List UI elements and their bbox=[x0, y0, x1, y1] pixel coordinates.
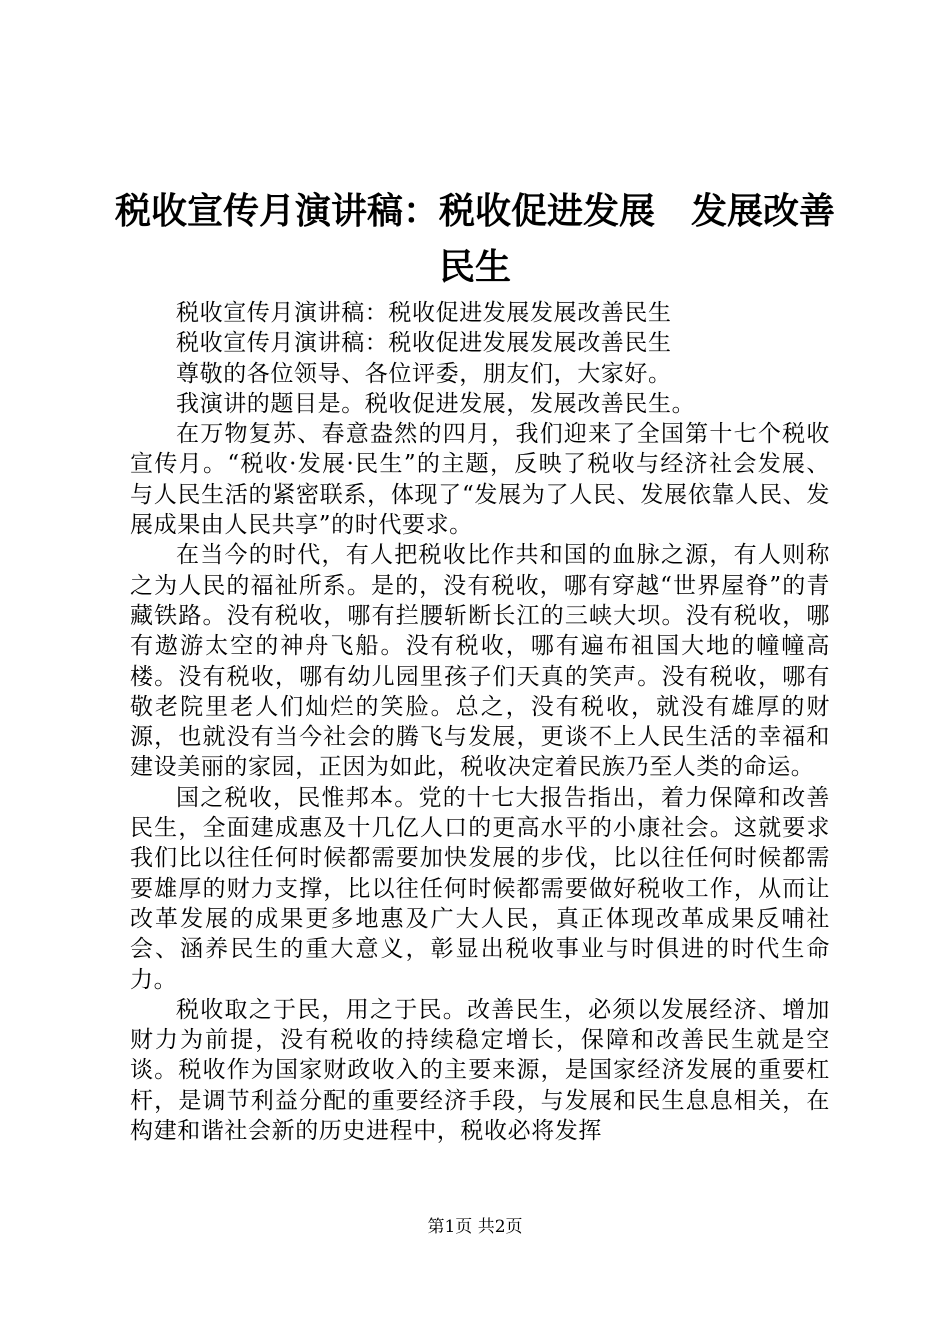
paragraph: 我演讲的题目是。税收促进发展，发展改善民生。 bbox=[176, 390, 696, 417]
paragraph: 税收宣传月演讲稿：税收促进发展发展改善民生 bbox=[176, 300, 672, 326]
paragraph: 在当今的时代，有人把税收比作共和国的血脉之源，有人则称之为人民的福祉所系。是的，没有税收，哪有穿越“世界屋脊”的青藏铁路。没有税收，哪有拦腰斩断长江的三峡大坝。没有税收，哪有遨游太空的神舟飞船。没有税收，哪有遍布祖国大地的幢幢高楼。没有税收，哪有幼儿园里孩子们天真的笑声。没有税收，哪有敬老院里老人们灿烂的笑脸。总之，没有税收，就没有雄厚的财源，也就没有当今社会的腾飞与发展，更谈不上人民生活的幸福和建设美丽的家园，正因为如此，税收决定着民族乃至人类的命运。 bbox=[130, 542, 830, 781]
paragraph: 税收宣传月演讲稿：税收促进发展发展改善民生 bbox=[176, 330, 672, 357]
paragraph: 尊敬的各位领导、各位评委，朋友们，大家好。 bbox=[176, 360, 672, 387]
document-body bbox=[130, 298, 830, 1146]
page-number-footer: 第1页 共2页 bbox=[427, 1217, 523, 1237]
paragraph: 在万物复苏、春意盎然的四月，我们迎来了全国第十七个税收宣传月。“税收·发展·民生”的主题，反映了税收与经济社会发展、与人民生活的紧密联系，体现了“发展为了人民、发展依靠人民、发展成果由人民共享”的时代要求。 bbox=[130, 421, 830, 539]
paragraph: 税收取之于民，用之于民。改善民生，必须以发展经济、增加财力为前提，没有税收的持续稳定增长，保障和改善民生就是空谈。税收作为国家财政收入的主要来源，是国家经济发展的重要杠杆，是调节利益分配的重要经济手段，与发展和民生息息相关，在构建和谐社会新的历史进程中，税收必将发挥 bbox=[130, 996, 830, 1145]
document-title: 税收宣传月演讲稿：税收促进发展 发展改善民生 bbox=[114, 190, 835, 288]
paragraph: 国之税收，民惟邦本。党的十七大报告指出，着力保障和改善民生，全面建成惠及十几亿人口的更高水平的小康社会。这就要求我们比以往任何时候都需要加快发展的步伐，比以往任何时候都需要雄厚的财力支撑，比以往任何时候都需要做好税收工作，从而让改革发展的成果更多地惠及广大人民，真正体现改革成果反哺社会、涵养民生的重大意义，彰显出税收事业与时俱进的时代生命力。 bbox=[130, 784, 830, 993]
